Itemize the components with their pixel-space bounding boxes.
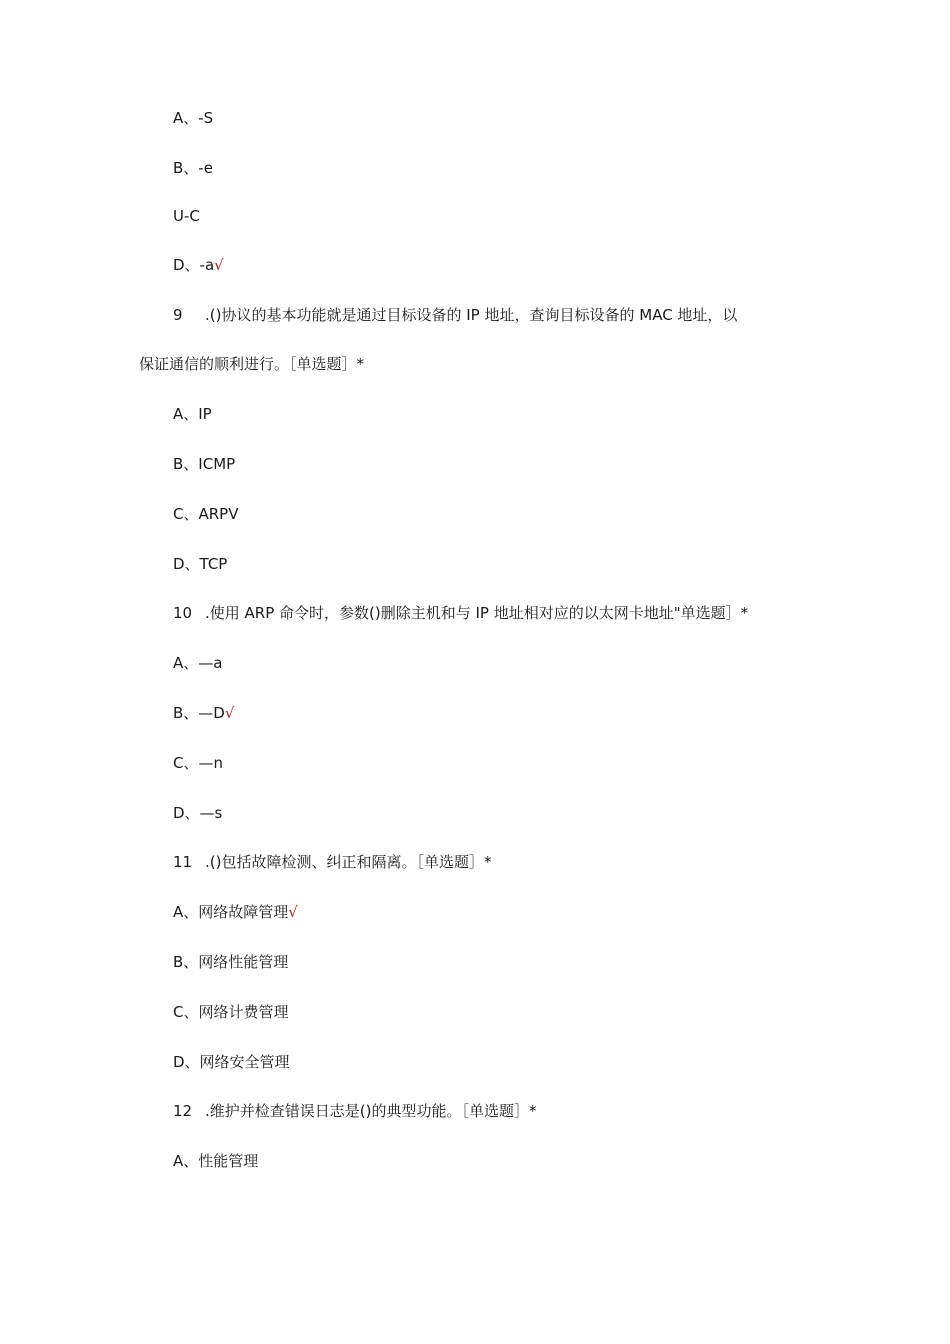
question-12-stem [173, 1101, 536, 1121]
option-text: U-C [173, 207, 200, 225]
question-12-option-a [173, 1151, 258, 1171]
question-11-option-b [173, 952, 288, 972]
option-text: B、—D [173, 704, 225, 722]
question-10-option-c [173, 753, 223, 773]
correct-answer-check-mark: √ [288, 903, 298, 921]
question-11-option-c [173, 1002, 288, 1022]
question-9-option-c [173, 504, 238, 524]
correct-answer-check-mark: √ [224, 704, 235, 722]
question-number: 10 [173, 604, 193, 622]
option-text: A、性能管理 [173, 1152, 259, 1170]
question-text: .使用 ARP 命令时，参数()删除主机和与 IP 地址相对应的以太网卡地址"单选题］* [205, 604, 749, 622]
option-text: C、—n [173, 754, 223, 772]
option-text: C、网络计费管理 [173, 1003, 289, 1021]
question-text: .()协议的基本功能就是通过目标设备的 IP 地址，查询目标设备的 MAC 地址，以 [205, 306, 738, 324]
question-text: .()包括故障检测、纠正和隔离。［单选题］* [205, 853, 492, 871]
correct-answer-check-mark: √ [214, 256, 224, 274]
option-text: A、—a [173, 654, 223, 672]
question-text: 保证通信的顺利进行。［单选题］* [139, 355, 365, 373]
question-text: .维护并检查错误日志是()的典型功能。［单选题］* [205, 1102, 537, 1120]
question-number: 9 [173, 306, 183, 324]
question-9-option-d [173, 554, 227, 574]
option-text: A、IP [173, 405, 212, 423]
question-10-stem [173, 603, 748, 623]
option-text: B、网络性能管理 [173, 953, 289, 971]
option-b [173, 158, 213, 178]
question-number: 11 [173, 853, 193, 871]
option-text: C、ARPV [173, 505, 239, 523]
option-text: D、-a [173, 256, 215, 274]
question-9-stem [173, 305, 737, 325]
option-text: D、TCP [173, 555, 228, 573]
question-9-option-a [173, 404, 212, 424]
question-10-option-a [173, 653, 222, 673]
option-text: A、-S [173, 109, 214, 127]
question-10-option-d [173, 803, 222, 823]
option-text: B、-e [173, 159, 213, 177]
question-9-option-b [173, 454, 235, 474]
option-c [173, 206, 200, 226]
option-text: A、网络故障管理 [173, 903, 289, 921]
option-a [173, 108, 213, 128]
option-text: D、—s [173, 804, 223, 822]
question-10-option-b [173, 703, 234, 723]
question-11-stem [173, 852, 491, 872]
option-text: B、ICMP [173, 455, 236, 473]
option-d [173, 255, 224, 275]
question-9-stem-continued [139, 354, 364, 374]
question-11-option-d [173, 1052, 290, 1072]
question-number: 12 [173, 1102, 193, 1120]
option-text: D、网络安全管理 [173, 1053, 290, 1071]
question-11-option-a [173, 902, 298, 922]
